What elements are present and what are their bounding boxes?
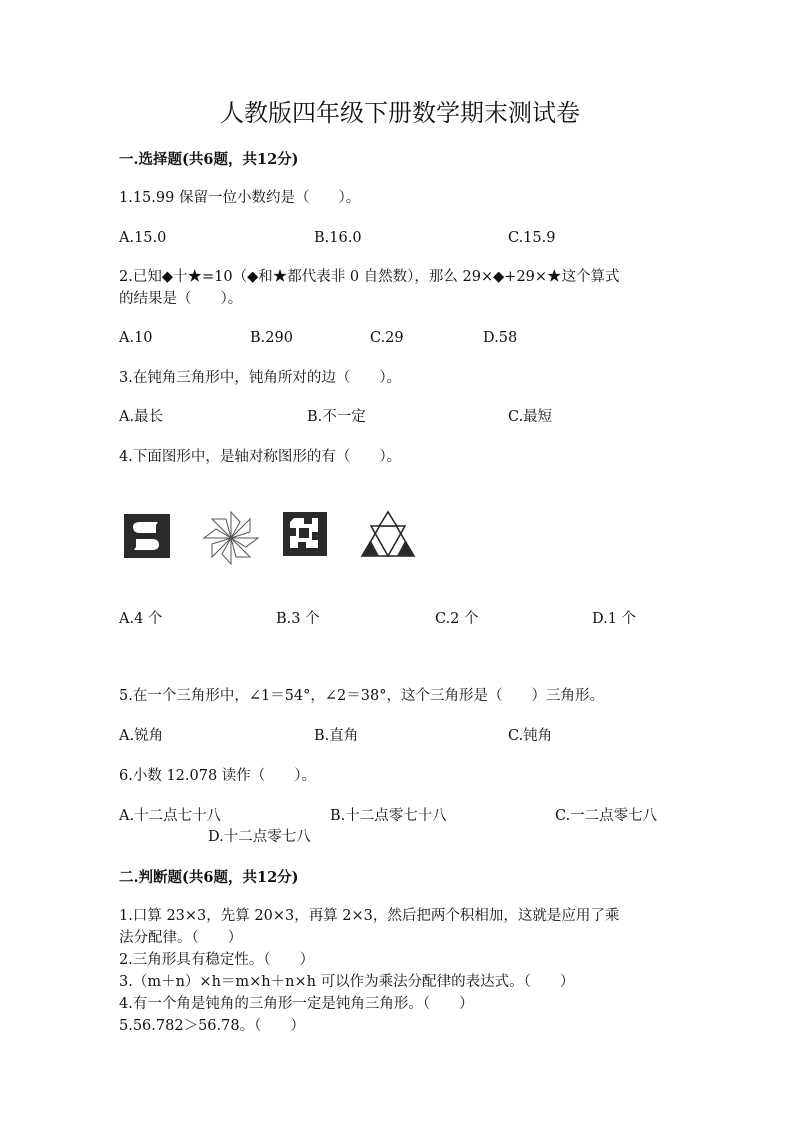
q6-option-c: C.一二点零七八 xyxy=(555,808,658,824)
section-header-judgement: 二.判断题(共6题，共12分) xyxy=(119,869,299,886)
q2-option-b: B.290 xyxy=(250,330,293,346)
section-header-choice: 一.选择题(共6题，共12分) xyxy=(119,151,299,168)
question-2-line2: 的结果是（ ）。 xyxy=(119,291,243,307)
q5-option-a: A.锐角 xyxy=(119,728,164,744)
q1-option-b: B.16.0 xyxy=(314,230,362,246)
q4-option-b: B.3 个 xyxy=(276,611,320,627)
q3-option-a: A.最长 xyxy=(119,409,164,425)
q3-option-c: C.最短 xyxy=(508,409,553,425)
q1-option-c: C.15.9 xyxy=(508,230,556,246)
q4-option-c: C.2 个 xyxy=(435,611,479,627)
q2-option-a: A.10 xyxy=(119,330,153,346)
q5-option-c: C.钝角 xyxy=(508,728,553,744)
q4-option-a: A.4 个 xyxy=(119,611,163,627)
judgement-1-line2: 法分配律。（ ） xyxy=(119,930,243,946)
q5-option-b: B.直角 xyxy=(314,728,359,744)
q2-option-d: D.58 xyxy=(483,330,518,346)
question-4: 4.下面图形中，是轴对称图形的有（ ）。 xyxy=(119,449,402,465)
judgement-3: 3.（m＋n）×h＝m×h＋n×h 可以作为乘法分配律的表达式。（ ） xyxy=(119,974,575,990)
question-1: 1.15.99 保留一位小数约是（ ）。 xyxy=(119,190,361,206)
judgement-5: 5.56.782＞56.78。（ ） xyxy=(119,1018,305,1034)
question-6: 6.小数 12.078 读作（ ）。 xyxy=(119,768,317,784)
judgement-4: 4.有一个角是钝角的三角形一定是钝角三角形。（ ） xyxy=(119,996,474,1012)
maze-square-figure xyxy=(282,510,330,558)
pinwheel-figure xyxy=(202,510,260,566)
q1-option-a: A.15.0 xyxy=(119,230,167,246)
q4-figures xyxy=(122,510,422,566)
judgement-2: 2.三角形具有稳定性。（ ） xyxy=(119,952,315,968)
q4-option-d: D.1 个 xyxy=(592,611,637,627)
star-of-david-figure xyxy=(358,510,418,562)
page-title: 人教版四年级下册数学期末测试卷 xyxy=(220,99,580,127)
swirl-square-figure xyxy=(122,510,174,562)
q2-option-c: C.29 xyxy=(370,330,404,346)
q6-option-b: B.十二点零七十八 xyxy=(330,808,447,824)
q3-option-b: B.不一定 xyxy=(307,409,366,425)
question-5: 5.在一个三角形中，∠1＝54°，∠2＝38°，这个三角形是（ ）三角形。 xyxy=(119,688,604,704)
question-3: 3.在钝角三角形中，钝角所对的边（ ）。 xyxy=(119,370,402,386)
judgement-1-line1: 1.口算 23×3，先算 20×3，再算 2×3，然后把两个积相加，这就是应用了乘 xyxy=(119,908,620,924)
question-2-line1: 2.已知◆十★=10（◆和★都代表非 0 自然数），那么 29×◆+29×★这个算式 xyxy=(119,269,620,285)
q6-option-d: D.十二点零七八 xyxy=(208,829,311,845)
q6-option-a: A.十二点七十八 xyxy=(119,808,222,824)
